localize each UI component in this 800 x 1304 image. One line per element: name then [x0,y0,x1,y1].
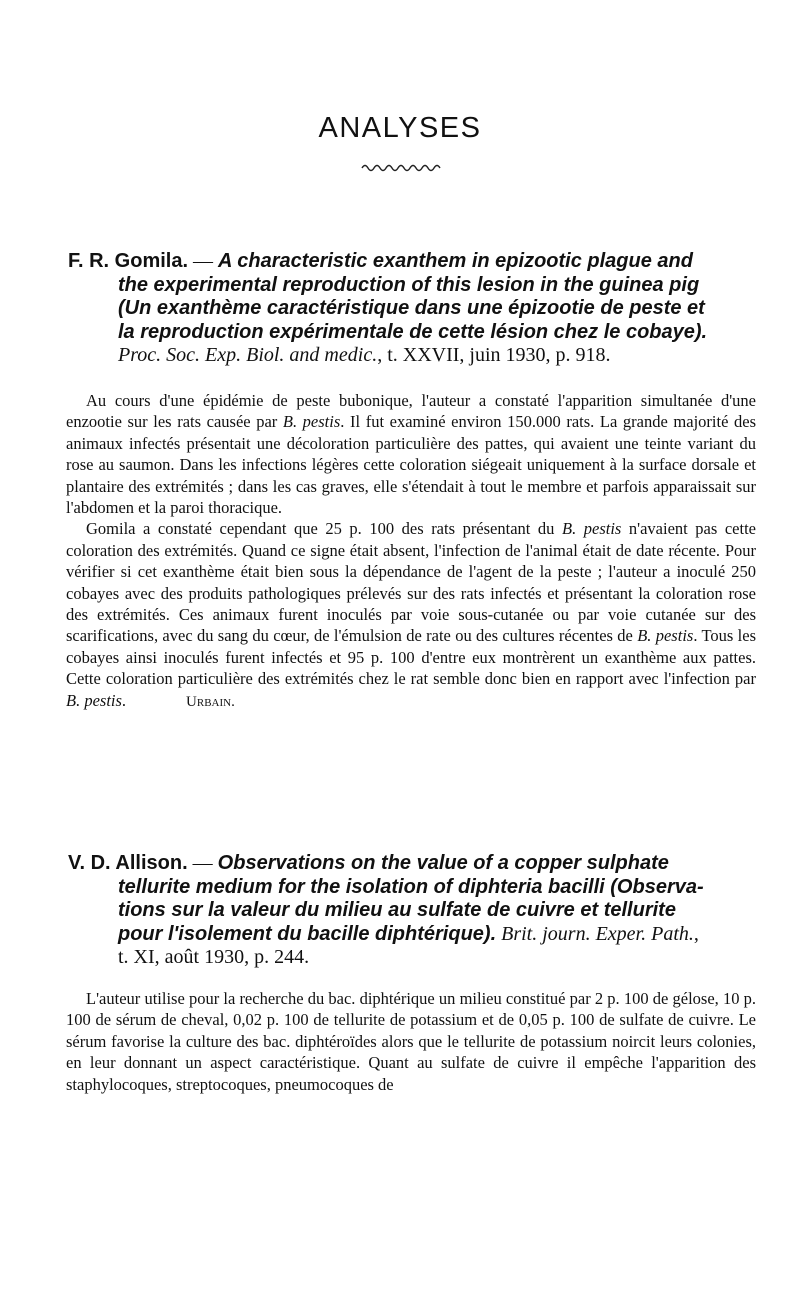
entry-header-1: F. R. Gomila. — A characteristic exanthem in epizootic plague and the experimental reproduction of this lesion in the guinea pig (Un exanthème caractéristique dans une épizootie de peste et la reproduction expérimentale de cette lésion chez le cobaye). Proc. Soc. Exp. Biol. and medic., t. XXVII, juin 1930, p. 918. [68,250,754,368]
entry-title-line: tellurite medium for the isolation of diphteria bacilli (Observa- [118,875,704,898]
entry-author: F. R. Gomila. [68,250,189,272]
wavy-ornament [360,162,444,174]
entry-body-2 [66,988,756,1095]
entry-title-line: Observations on the value of a copper sulphate [217,852,669,874]
entry-title-line: the experimental reproduction of this lesion in the guinea pig [118,273,700,296]
paragraph: L'auteur utilise pour la recherche du bac. diphtérique un milieu constitué par 2 p. 100 de gélose, 10 p. 100 de sérum de cheval, 0,02 p. 100 de tellurite de potassium et de 0,05 p. 100 de sulfate de cuivre. Le sérum favorise la culture des bac. diphtéroïdes alors que le tellurite de potassium noircit leurs colonies, en leur donnant un aspect caractéristique. Quant au sulfate de cuivre il empêche l'apparition des staphylocoques, streptocoques, pneumocoques de [66,989,756,1094]
paragraph: Au cours d'une épidémie de peste bubonique, l'auteur a constaté l'apparition simultanée d'une enzootie sur les rats causée par B. pestis. Il fut examiné environ 150.000 rats. La grande majorité des animaux infectés présentait une décoloration particulière des pattes, qui avaient une teinte variant du rose au saumon. Dans les infections légères cette coloration siégeait uniquement à la surface dorsale et plantaire des extrémités ; dans les cas graves, elle s'étendait à tout le membre et parfois apparaissait sur l'abdomen et la paroi thoracique. [66,391,756,518]
entry-title-line: pour l'isolement du bacille diphtérique). Brit. journ. Exper. Path., [118,922,699,945]
page-title: ANALYSES [318,112,482,144]
entry-citation-line2: t. XI, août 1930, p. 244. [118,946,310,968]
entry-title-line: la reproduction expérimentale de cette lésion chez le cobaye). [118,320,708,343]
signature: Urbain. [186,693,235,710]
entry-title-line: tions sur la valeur du milieu au sulfate de cuivre et tellurite [118,899,676,921]
entry-citation: Proc. Soc. Exp. Biol. and medic., t. XXVII, juin 1930, p. 918. [118,344,611,366]
entry-body-1 [66,390,756,713]
paragraph: Gomila a constaté cependant que 25 p. 100 des rats présentant du B. pestis n'avaient pas cette coloration des extrémités. Quand ce signe était absent, l'infection de l'animal était de date récente. Pour vérifier si cet exanthème était bien sous la dépendance de l'agent de la peste ; l'auteur a inoculé 250 cobayes avec des produits pathologiques prélevés sur des rats infectés et présentant la coloration rose des extrémités. Ces animaux furent inoculés par voie sous-cutanée ou par voie cutanée sur des scarifications, avec du sang du cœur, de l'émulsion de rate ou des cultures récentes de B. pestis. Tous les cobayes ainsi inoculés furent infectés et 95 p. 100 d'entre eux montrèrent un exanthème aux pattes. Cette coloration particulière des extrémités chez le rat semble donc bien en rapport avec l'infection par B. pestis. Urbain. [66,519,756,710]
entry-header-2: V. D. Allison. — Observations on the value of a copper sulphate tellurite medium for the isolation of diphteria bacilli (Observa- tions sur la valeur du milieu au sulfate de cuivre et tellurite pour l'isolement du bacille diphtérique). Brit. journ. Exper. Path., t. XI, août 1930, p. 244. [68,852,754,970]
entry-author: V. D. Allison. [68,852,188,874]
entry-title-line: A characteristic exanthem in epizootic plague and [218,250,693,272]
entry-citation: Brit. journ. Exper. Path. [501,922,694,945]
entry-title-line: (Un exanthème caractéristique dans une épizootie de peste et [118,297,705,319]
